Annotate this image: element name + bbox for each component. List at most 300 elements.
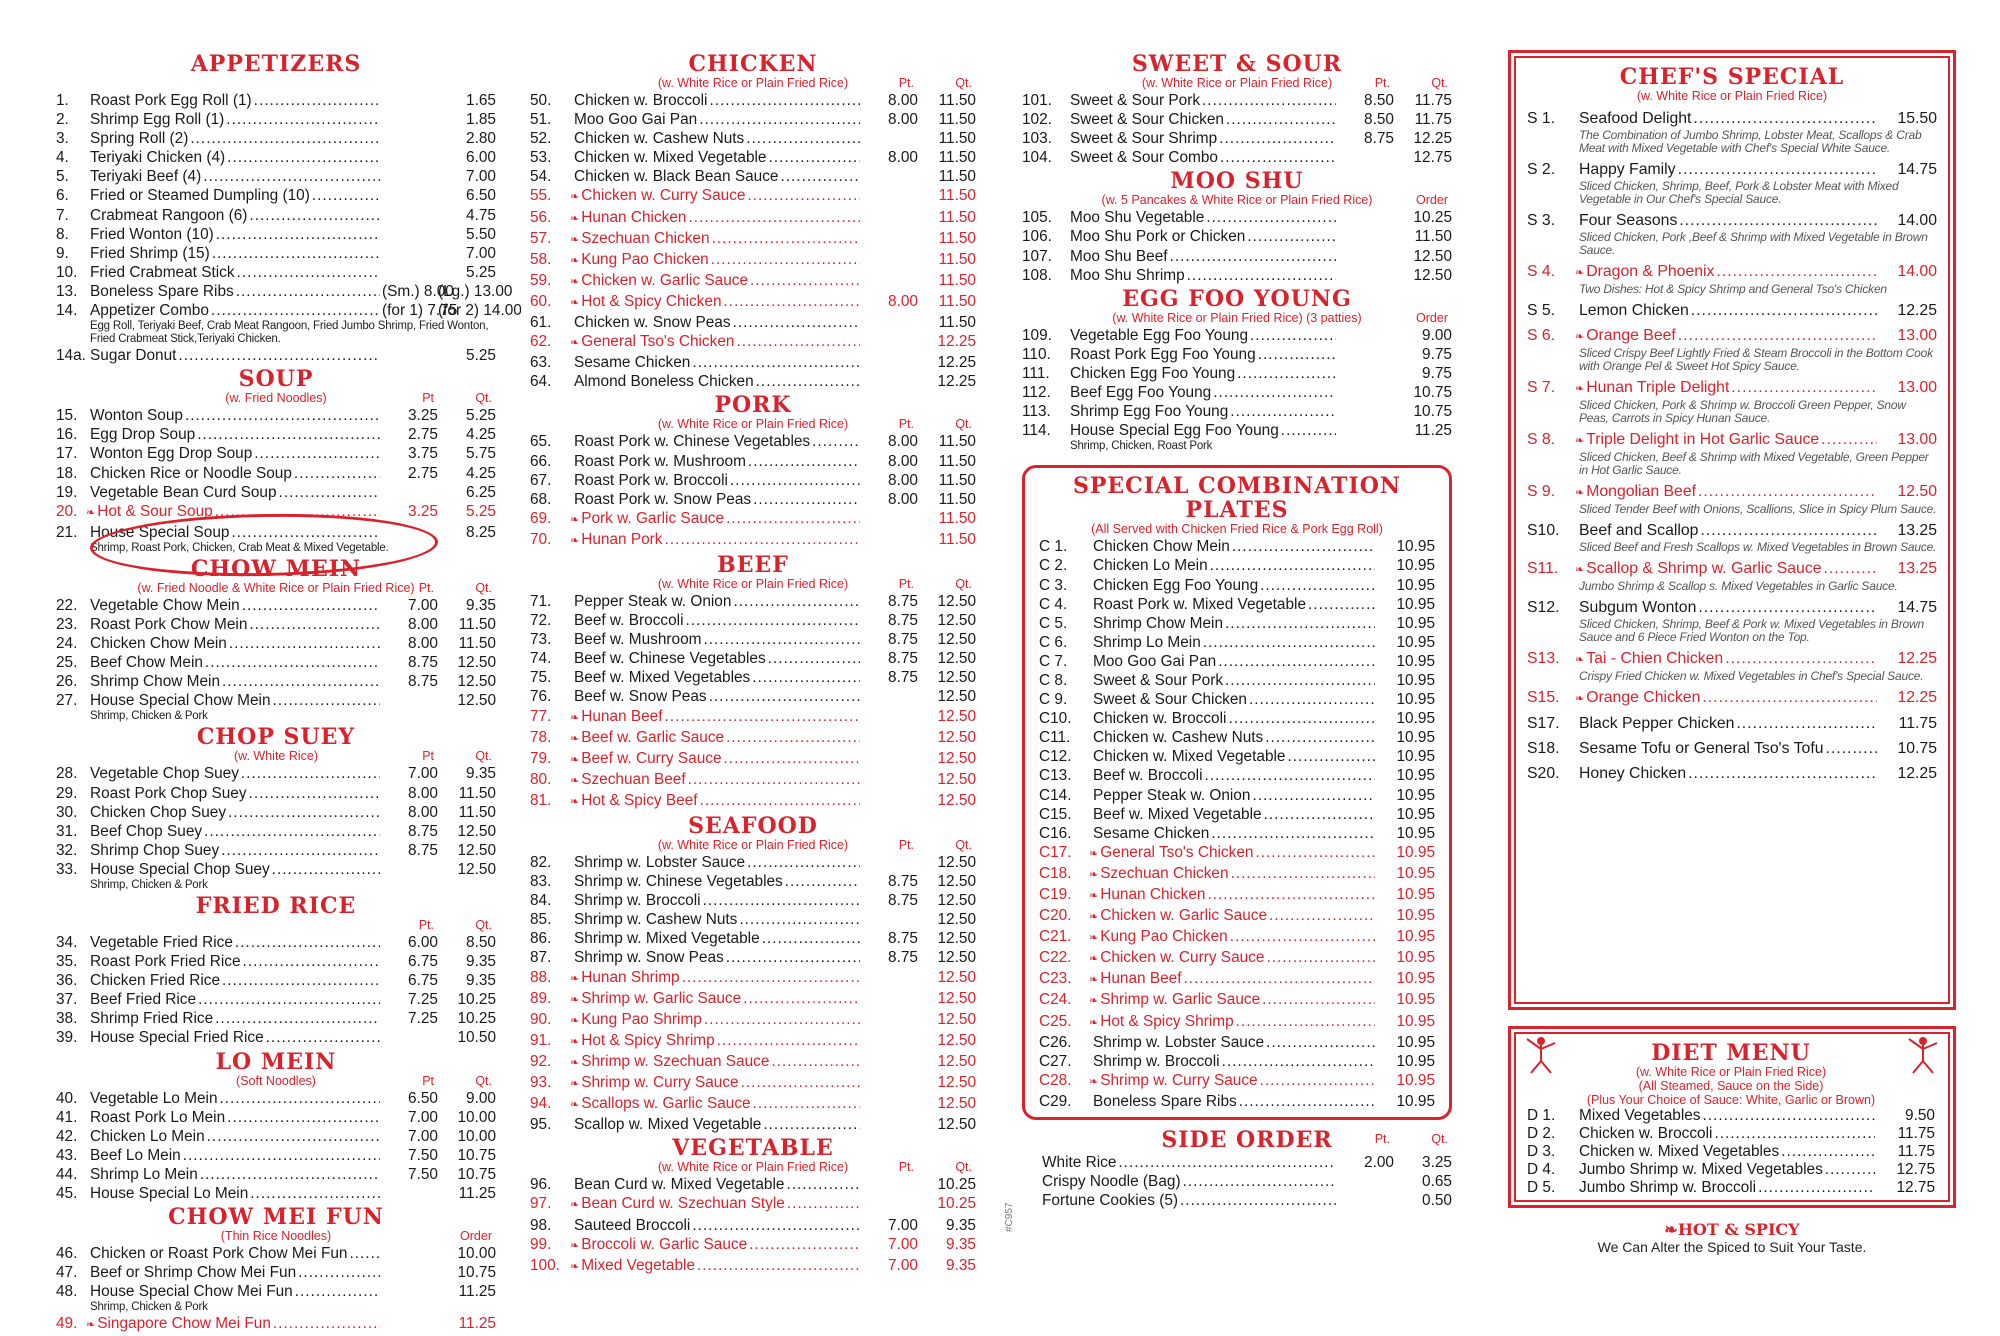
leader-dots — [249, 615, 380, 634]
quart-header: Qt. — [475, 391, 492, 406]
item-number: 105. — [1022, 209, 1052, 227]
item-number: 17. — [56, 445, 78, 463]
pint-price: 6.75 — [408, 972, 438, 990]
item-description: Shrimp, Chicken, Roast Pork — [1070, 440, 1213, 453]
menu-item — [56, 1028, 496, 1047]
quart-price: (Lg.) 13.00 — [438, 282, 513, 300]
menu-item — [56, 1089, 496, 1108]
item-name: Roast Pork w. Mushroom — [574, 452, 746, 470]
menu-item — [1039, 633, 1435, 652]
leader-dots — [769, 148, 861, 167]
quart-price: 12.50 — [937, 631, 976, 649]
item-number: C 7. — [1039, 652, 1068, 670]
section-title: SWEET & SOUR — [1131, 51, 1343, 77]
pint-header: Pt — [422, 1073, 434, 1088]
section-title: APPETIZERS — [190, 51, 362, 77]
quart-price: 9.00 — [1422, 326, 1452, 344]
leader-dots — [736, 332, 860, 351]
quart-header: Qt. — [475, 580, 492, 595]
item-name: Shrimp Chow Mein — [1093, 614, 1224, 632]
menu-section — [1022, 169, 1452, 284]
leader-dots — [236, 282, 380, 301]
item-name: Wonton Soup — [90, 407, 183, 425]
leader-dots — [222, 672, 380, 691]
chili-pepper-icon: ❧ — [570, 1199, 580, 1212]
menu-section — [530, 393, 976, 551]
item-name: House Special Chow Mein — [90, 692, 271, 710]
item-number: 30. — [56, 803, 78, 821]
leader-dots — [190, 129, 380, 148]
item-number: 45. — [56, 1185, 78, 1203]
quart-price: 10.95 — [1396, 652, 1435, 670]
leader-dots — [1218, 652, 1375, 671]
item-name: Hot & Spicy Shrimp — [581, 1031, 715, 1049]
pint-price: 8.75 — [888, 892, 918, 910]
leader-dots — [207, 1127, 380, 1146]
side-order-section — [1022, 1128, 1452, 1210]
pint-header: Pt. — [898, 417, 914, 432]
item-name: Beef Chop Suey — [90, 822, 203, 840]
item-name: Crispy Noodle (Bag) — [1042, 1173, 1181, 1191]
item-name: Boneless Spare Ribs — [1093, 1092, 1237, 1110]
dancer-figure-icon — [1519, 1033, 1563, 1077]
quart-price: 12.50 — [937, 669, 976, 687]
leader-dots — [726, 948, 860, 967]
section-subheader — [530, 577, 976, 592]
leader-dots — [349, 1244, 380, 1263]
quart-price: 12.25 — [937, 354, 976, 372]
quart-price: 12.50 — [937, 989, 976, 1007]
item-number: 31. — [56, 822, 78, 840]
menu-item — [530, 1175, 976, 1194]
leader-dots — [178, 346, 380, 365]
leader-dots — [753, 1094, 860, 1113]
item-name: Chicken Lo Mein — [1093, 557, 1208, 575]
menu-item — [56, 990, 496, 1009]
leader-dots — [665, 707, 860, 726]
menu-item — [530, 891, 976, 910]
leader-dots — [697, 1256, 860, 1275]
quart-price: 9.35 — [946, 1256, 976, 1274]
item-number: 1. — [56, 92, 69, 109]
quart-price: 10.95 — [1396, 886, 1435, 903]
leader-dots — [273, 691, 380, 710]
item-name: Chicken w. Snow Peas — [574, 314, 731, 332]
quart-price: 10.00 — [457, 1127, 496, 1145]
quart-price: 11.50 — [938, 250, 976, 268]
quart-price: 11.75 — [1414, 111, 1452, 129]
chili-pepper-icon: ❧ — [570, 1078, 580, 1091]
menu-item — [530, 649, 976, 668]
menu-item — [1039, 1052, 1435, 1071]
chili-pepper-icon: ❧ — [570, 534, 580, 547]
menu-item — [56, 225, 496, 244]
menu-item — [1039, 1033, 1435, 1052]
item-number: 89. — [530, 989, 552, 1007]
quart-price: 11.50 — [458, 615, 496, 633]
item-number: 13. — [56, 282, 78, 300]
item-name: Beef w. Broccoli — [574, 612, 684, 630]
menu-item — [530, 208, 976, 229]
item-name: House Special Chop Suey — [90, 860, 270, 878]
quart-header: Order — [1416, 193, 1448, 208]
pint-price: 8.00 — [408, 803, 438, 821]
quart-price: 10.95 — [1396, 970, 1435, 988]
section-subtitle: (w. White Rice or Plain Fried Rice) — [657, 576, 849, 591]
chili-pepper-icon: ❧ — [570, 1014, 580, 1027]
section-title: SOUP — [238, 366, 314, 393]
quart-price: 12.50 — [457, 654, 496, 672]
item-name: Moo Shu Beef — [1070, 247, 1168, 265]
section-title: CHEF'S SPECIAL — [1619, 64, 1845, 90]
item-number: S13. — [1527, 650, 1560, 667]
item-number: S15. — [1527, 689, 1560, 706]
quart-price: 10.50 — [457, 1029, 496, 1047]
item-number: 63. — [530, 354, 552, 372]
leader-dots — [254, 444, 380, 463]
chili-pepper-icon: ❧ — [570, 972, 580, 985]
menu-item — [530, 313, 976, 332]
item-number: 65. — [530, 433, 552, 451]
item-name: Shrimp w. Mixed Vegetable — [574, 930, 760, 948]
item-number: C 2. — [1039, 557, 1068, 575]
item-name: Chicken w. Mixed Vegetable — [574, 149, 767, 167]
item-number: 70. — [530, 530, 552, 548]
item-name: Fried or Steamed Dumpling (10) — [90, 187, 310, 205]
quart-price: 10.95 — [1396, 729, 1435, 747]
menu-item — [56, 1009, 496, 1028]
pint-price: 2.75 — [408, 426, 438, 444]
item-number: 71. — [530, 592, 552, 610]
quart-price: 13.00 — [1897, 327, 1937, 344]
item-number: 72. — [530, 612, 552, 630]
menu-item — [1022, 148, 1452, 167]
item-name: Shrimp w. Lobster Sauce — [1093, 1033, 1265, 1051]
item-number: S11. — [1527, 560, 1559, 577]
quart-price: 11.50 — [938, 92, 976, 109]
quart-price: 4.25 — [466, 426, 496, 444]
menu-item — [1022, 383, 1452, 402]
leader-dots — [220, 1089, 381, 1108]
leader-dots — [756, 372, 860, 391]
menu-item — [1039, 576, 1435, 595]
section-subtitle: (w. White Rice or Plain Fried Rice) — [1635, 1065, 1827, 1079]
pint-price: 8.75 — [888, 949, 918, 967]
leader-dots — [768, 649, 860, 668]
item-description: Sliced Chicken, Beef & Shrimp with Mixed Vegetable, Green Pepper in Hot Garlic Sauce. — [1579, 450, 1929, 477]
quart-price: 10.95 — [1396, 1052, 1435, 1070]
item-number: 113. — [1022, 403, 1051, 421]
menu-item — [1039, 766, 1435, 785]
quart-price: 10.95 — [1396, 538, 1435, 556]
menu-item — [530, 452, 976, 471]
leader-dots — [726, 728, 860, 747]
quart-price: 8.25 — [466, 523, 496, 541]
menu-item — [530, 250, 976, 271]
pint-price: 8.75 — [888, 930, 918, 948]
quart-price: 10.25 — [937, 1176, 976, 1194]
quart-price: 12.25 — [1897, 650, 1937, 667]
hot-spicy-label: HOT & SPICY — [1677, 1220, 1800, 1239]
item-name: Fried Crabmeat Stick — [90, 263, 235, 281]
menu-item — [530, 332, 976, 353]
item-name: Shrimp Egg Foo Young — [1070, 403, 1229, 421]
item-number: 101. — [1022, 92, 1052, 109]
menu-item — [56, 464, 496, 483]
quart-price: 9.75 — [1422, 345, 1452, 363]
leader-dots — [1225, 671, 1375, 690]
menu-item — [56, 1146, 496, 1165]
menu-item — [1527, 1161, 1935, 1179]
section-title: DIET MENU — [1651, 1040, 1811, 1066]
quart-header: Qt. — [475, 918, 492, 932]
quart-price: 12.50 — [937, 749, 976, 767]
item-number: 99. — [530, 1235, 552, 1253]
item-number: 88. — [530, 968, 552, 986]
chili-pepper-icon: ❧ — [1089, 974, 1099, 987]
quart-price: 2.80 — [466, 130, 496, 148]
item-name: Sugar Donut — [90, 347, 177, 365]
menu-item — [1039, 671, 1435, 690]
item-name: Roast Pork w. Mixed Vegetable — [1093, 595, 1307, 613]
column-4 — [1508, 50, 1956, 1255]
item-number: D 2. — [1527, 1125, 1556, 1142]
menu-item — [56, 263, 496, 282]
quart-price: 11.50 — [938, 208, 976, 226]
pint-price: (for 1) 7.75 — [382, 302, 458, 320]
item-number: 79. — [530, 749, 552, 767]
menu-item — [56, 110, 496, 129]
item-name: Moo Goo Gai Pan — [574, 111, 698, 129]
menu-item — [1039, 614, 1435, 633]
menu-item — [56, 483, 496, 502]
pint-price: 8.00 — [888, 111, 918, 129]
menu-item — [56, 596, 496, 615]
item-number: 56. — [530, 208, 552, 226]
item-name: Shrimp w. Szechuan Sauce — [581, 1052, 770, 1070]
item-number: C 6. — [1039, 633, 1068, 651]
leader-dots — [312, 186, 380, 205]
chili-pepper-icon: ❧ — [86, 1319, 96, 1332]
leader-dots — [753, 490, 860, 509]
item-name: Chicken or Roast Pork Chow Mei Fun — [90, 1245, 348, 1263]
quart-price: 12.25 — [1897, 765, 1937, 782]
menu-item — [56, 167, 496, 186]
menu-item — [1527, 1125, 1935, 1143]
leader-dots — [1237, 364, 1336, 383]
item-name: Dragon & Phoenix — [1586, 263, 1715, 280]
menu-item — [1039, 805, 1435, 824]
chili-pepper-icon: ❧ — [1089, 911, 1099, 924]
leader-dots — [812, 432, 860, 451]
section-title: LO MEIN — [215, 1048, 337, 1075]
item-number: 75. — [530, 669, 552, 687]
item-name: Chicken Chow Mein — [90, 635, 227, 653]
item-name: Sweet & Sour Pork — [1093, 671, 1224, 689]
menu-item — [1022, 129, 1452, 148]
quart-price: 11.50 — [938, 530, 976, 548]
menu-item — [56, 129, 496, 148]
section-subheader — [56, 581, 496, 596]
item-name: Scallop & Shrimp w. Garlic Sauce — [1586, 560, 1822, 577]
item-name: Vegetable Bean Curd Soup — [90, 483, 277, 501]
quart-price: 10.95 — [1396, 1012, 1435, 1030]
item-name: Teriyaki Beef (4) — [90, 168, 202, 186]
leader-dots — [1205, 766, 1376, 785]
leader-dots — [1226, 110, 1336, 129]
item-number: 60. — [530, 292, 552, 310]
item-name: Tai - Chien Chicken — [1586, 650, 1724, 667]
item-name: Bean Curd w. Szechuan Style — [581, 1195, 785, 1213]
menu-item — [530, 490, 976, 509]
item-number: 28. — [56, 765, 78, 783]
leader-dots — [747, 186, 860, 205]
item-name: Chicken w. Curry Sauce — [1100, 949, 1265, 967]
menu-item — [56, 971, 496, 990]
leader-dots — [682, 968, 860, 987]
chili-pepper-icon: ❧ — [570, 774, 580, 787]
quart-price: 0.50 — [1422, 1192, 1452, 1210]
section-subheader — [56, 76, 496, 91]
menu-item — [530, 592, 976, 611]
menu-item — [530, 471, 976, 490]
item-name: Jumbo Shrimp w. Mixed Vegetables — [1579, 1161, 1823, 1178]
quart-price: 9.35 — [466, 953, 496, 971]
item-number: 47. — [56, 1264, 78, 1282]
chili-pepper-icon: ❧ — [570, 254, 580, 267]
menu-item — [1022, 364, 1452, 383]
leader-dots — [692, 1216, 860, 1235]
quart-price: 11.50 — [938, 271, 976, 289]
menu-item — [56, 282, 513, 301]
item-number: 94. — [530, 1095, 552, 1113]
quart-price: 10.95 — [1396, 1071, 1435, 1089]
chili-pepper-icon: ❧ — [570, 212, 580, 225]
item-name: General Tso's Chicken — [581, 333, 735, 351]
item-number: 104. — [1022, 149, 1052, 167]
item-name: Kung Pao Shrimp — [581, 1010, 702, 1028]
item-number: 83. — [530, 873, 552, 891]
item-name: Chicken w. Broccoli — [1093, 710, 1227, 728]
item-number: C13. — [1039, 767, 1072, 785]
item-number: 49. — [56, 1315, 78, 1333]
item-name: House Special Chow Mei Fun — [90, 1283, 293, 1301]
item-name: Mixed Vegetable — [581, 1256, 696, 1274]
item-number: S 8. — [1527, 431, 1556, 448]
leader-dots — [294, 464, 380, 483]
item-description: Sliced Chicken, Shrimp, Beef & Pork w. Mixed Vegetables in Brown Sauce and 6 Piece Fried Wonton on the Top. — [1579, 617, 1924, 644]
section-subtitle: (Soft Noodles) — [236, 1073, 316, 1088]
menu-item — [56, 952, 496, 971]
item-name: Shrimp Egg Roll (1) — [90, 111, 225, 129]
leader-dots — [711, 250, 860, 269]
quart-price: 13.00 — [1897, 379, 1937, 396]
item-number: 73. — [530, 631, 552, 649]
item-description: Sliced Tender Beef with Onions, Scallions, Slice in Spicy Plum Sauce. — [1579, 502, 1937, 516]
item-number: 35. — [56, 953, 78, 971]
item-name: Shrimp w. Broccoli — [1093, 1052, 1220, 1070]
item-number: 111. — [1022, 364, 1050, 382]
chili-pepper-icon: ❧ — [570, 513, 580, 526]
menu-item — [530, 167, 976, 186]
leader-dots — [1825, 1161, 1875, 1179]
quart-price: 11.50 — [938, 471, 976, 489]
item-number: 6. — [56, 187, 69, 205]
leader-dots — [237, 263, 380, 282]
menu-item — [56, 1282, 496, 1301]
quart-price: 9.35 — [466, 972, 496, 990]
menu-item — [530, 791, 976, 812]
pint-header: Pt. — [418, 580, 434, 595]
leader-dots — [709, 687, 860, 706]
menu-item — [530, 1194, 976, 1215]
menu-item — [56, 1165, 496, 1184]
item-number: 48. — [56, 1283, 78, 1301]
leader-dots — [212, 244, 380, 263]
item-name: Roast Pork w. Snow Peas — [574, 490, 752, 508]
menu-item — [1039, 906, 1435, 927]
item-name: Sauteed Broccoli — [574, 1216, 691, 1234]
item-name: Beef and Scallop — [1579, 522, 1699, 539]
menu-item — [1527, 559, 1937, 580]
menu-item — [1527, 649, 1937, 670]
quart-price: 6.00 — [466, 149, 496, 167]
section-subtitle: (w. 5 Pancakes & White Rice or Plain Fried Rice) — [1101, 193, 1373, 208]
pint-price: 7.00 — [408, 596, 438, 614]
menu-item — [530, 1094, 976, 1115]
pint-header: Pt. — [1374, 1132, 1390, 1147]
item-name: Chicken Chop Suey — [90, 803, 227, 821]
pint-price: 7.00 — [408, 765, 438, 783]
quart-header: Order — [1416, 310, 1448, 325]
item-name: Shrimp w. Cashew Nuts — [574, 911, 738, 929]
section-subtitle: (w. White Rice or Plain Fried Rice) — [1636, 89, 1828, 103]
item-name: Sweet & Sour Combo — [1070, 149, 1218, 167]
quart-price: 10.75 — [1413, 403, 1452, 421]
menu-item — [56, 206, 496, 225]
quart-header: Qt. — [1431, 76, 1448, 90]
quart-price: 12.50 — [457, 822, 496, 840]
item-name: Beef w. Chinese Vegetables — [574, 650, 766, 668]
leader-dots — [1232, 537, 1375, 556]
leader-dots — [724, 292, 860, 311]
menu-item — [1527, 1107, 1935, 1125]
menu-item — [1039, 1071, 1435, 1092]
item-name: Beef w. Broccoli — [1093, 767, 1203, 785]
section-subheader — [56, 749, 496, 764]
menu-section — [56, 1050, 496, 1204]
chili-pepper-icon: ❧ — [570, 1260, 580, 1273]
pint-header: Pt. — [898, 76, 914, 90]
item-number: 55. — [530, 187, 552, 205]
item-number: D 5. — [1527, 1179, 1556, 1196]
item-name: Honey Chicken — [1579, 765, 1687, 782]
leader-dots — [198, 990, 380, 1009]
item-number: 97. — [530, 1195, 552, 1213]
leader-dots — [1281, 421, 1336, 440]
section-subheader — [1022, 311, 1452, 326]
leader-dots — [1236, 1012, 1375, 1031]
item-number: 57. — [530, 229, 552, 247]
leader-dots — [1249, 690, 1375, 709]
item-description: Crispy Fried Chicken w. Mixed Vegetables in Chef's Special Sauce. — [1579, 669, 1924, 683]
menu-item — [530, 148, 976, 167]
item-name: Hunan Pork — [581, 530, 663, 548]
item-number: S12. — [1527, 599, 1560, 616]
leader-dots — [249, 784, 380, 803]
quart-price: 12.50 — [937, 728, 976, 746]
menu-item — [1039, 1092, 1435, 1111]
